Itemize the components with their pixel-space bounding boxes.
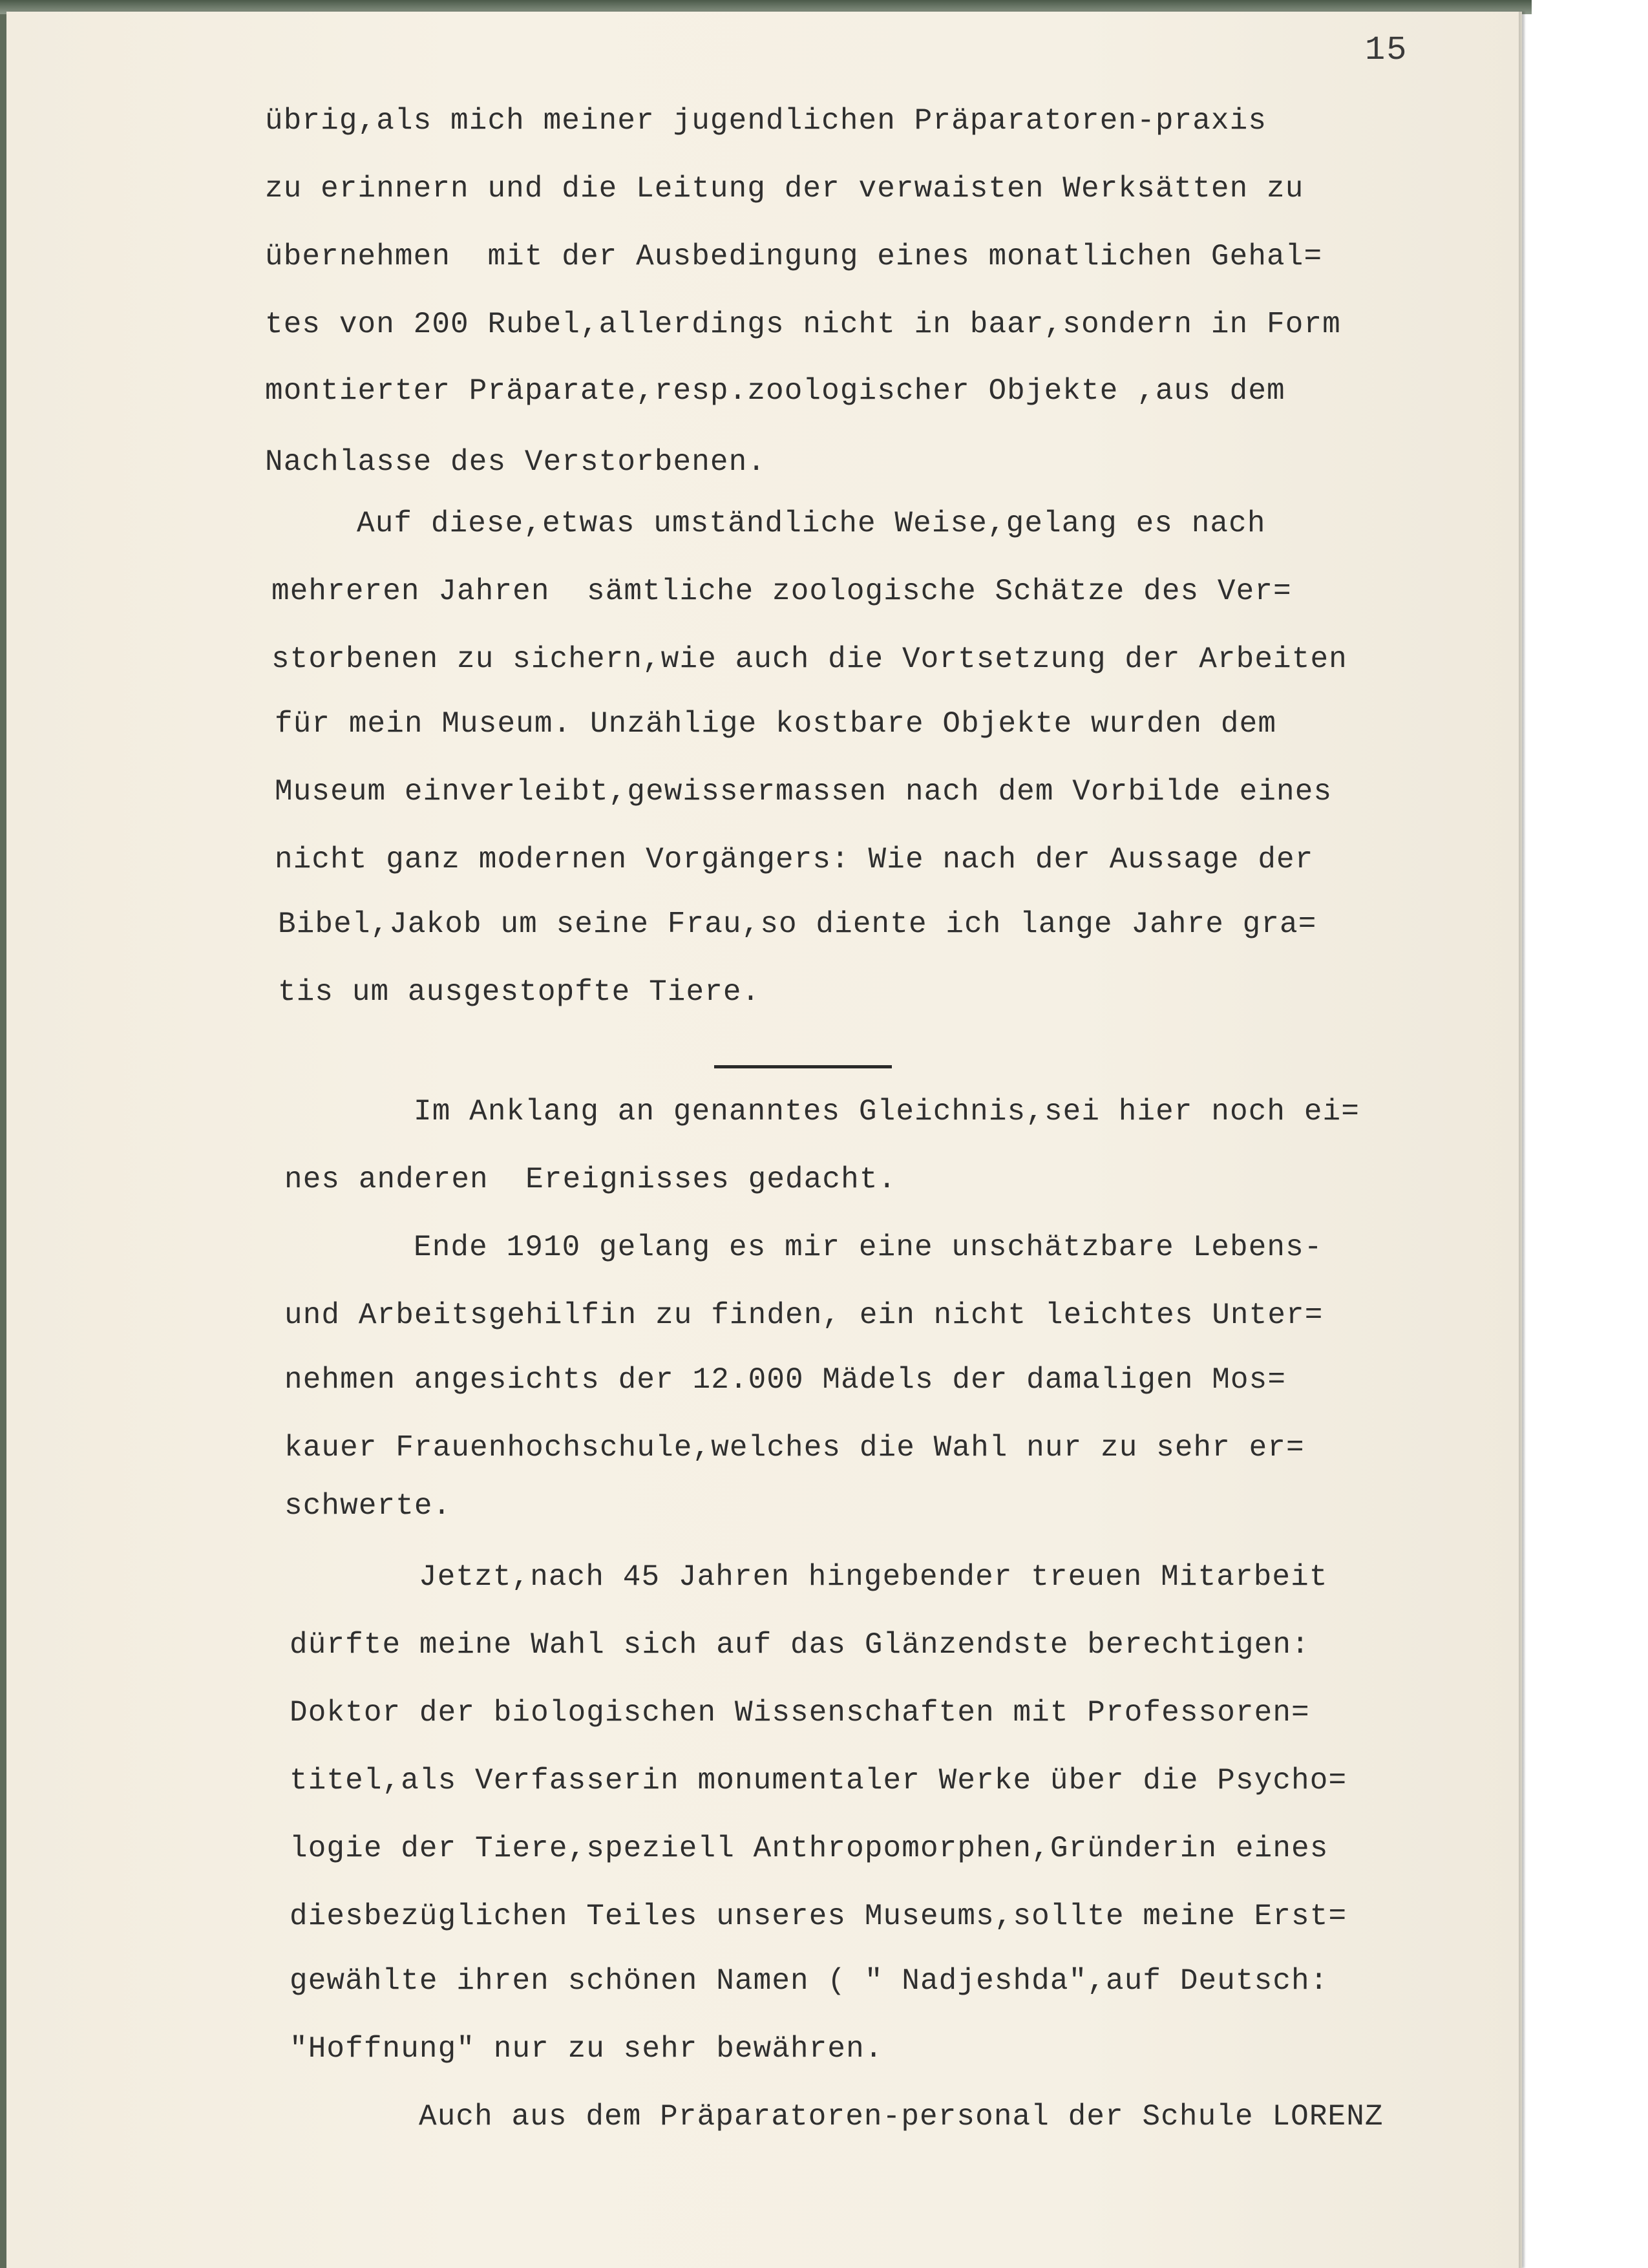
- text-line: gewählte ihren schönen Namen ( " Nadjeshda",auf Deutsch:: [290, 1964, 1329, 1998]
- text-line: Auch aus dem Präparatoren-personal der Schule LORENZ: [419, 2100, 1384, 2134]
- text-line: Doktor der biologischen Wissenschaften mit Professoren=: [290, 1696, 1310, 1730]
- section-divider: [714, 1065, 892, 1068]
- scanner-left-edge: [0, 0, 6, 2268]
- text-line: schwerte.: [284, 1489, 452, 1523]
- text-line: Nachlasse des Verstorbenen.: [265, 445, 766, 479]
- text-line: nes anderen Ereignisses gedacht.: [284, 1163, 897, 1196]
- text-line: mehreren Jahren sämtliche zoologische Schätze des Ver=: [271, 575, 1292, 608]
- text-line: Im Anklang an genanntes Gleichnis,sei hier noch ei=: [414, 1095, 1360, 1129]
- text-line: Auf diese,etwas umständliche Weise,gelang es nach: [357, 507, 1266, 540]
- page-number: 15: [1365, 31, 1408, 69]
- text-line: Bibel,Jakob um seine Frau,so diente ich lange Jahre gra=: [278, 907, 1317, 941]
- text-line: "Hoffnung" nur zu sehr bewähren.: [290, 2032, 883, 2066]
- text-line: titel,als Verfasserin monumentaler Werke über die Psycho=: [290, 1764, 1347, 1797]
- text-line: tis um ausgestopfte Tiere.: [278, 975, 761, 1009]
- text-line: und Arbeitsgehilfin zu finden, ein nicht leichtes Unter=: [284, 1298, 1324, 1332]
- text-line: storbenen zu sichern,wie auch die Vortsetzung der Arbeiten: [271, 642, 1347, 676]
- text-line: diesbezüglichen Teiles unseres Museums,sollte meine Erst=: [290, 1900, 1347, 1933]
- text-line: Museum einverleibt,gewissermassen nach dem Vorbilde eines: [275, 775, 1333, 809]
- text-line: tes von 200 Rubel,allerdings nicht in baar,sondern in Form: [265, 308, 1341, 341]
- text-line: montierter Präparate,resp.zoologischer Objekte ,aus dem: [265, 374, 1285, 408]
- text-line: zu erinnern und die Leitung der verwaisten Werksätten zu: [265, 172, 1304, 206]
- text-line: kauer Frauenhochschule,welches die Wahl nur zu sehr er=: [284, 1431, 1305, 1465]
- text-line: nehmen angesichts der 12.000 Mädels der damaligen Mos=: [284, 1363, 1287, 1397]
- text-line: dürfte meine Wahl sich auf das Glänzendste berechtigen:: [290, 1628, 1310, 1662]
- text-line: logie der Tiere,speziell Anthropomorphen,Gründerin eines: [290, 1832, 1329, 1865]
- text-line: übrig,als mich meiner jugendlichen Präparatoren-praxis: [265, 104, 1267, 138]
- text-line: nicht ganz modernen Vorgängers: Wie nach der Aussage der: [275, 843, 1314, 876]
- text-line: übernehmen mit der Ausbedingung eines monatlichen Gehal=: [265, 240, 1323, 273]
- page-edge-shadow: [1519, 12, 1525, 2268]
- text-line: Ende 1910 gelang es mir eine unschätzbare Lebens-: [414, 1231, 1323, 1264]
- text-line: Jetzt,nach 45 Jahren hingebender treuen Mitarbeit: [419, 1560, 1328, 1594]
- text-line: für mein Museum. Unzählige kostbare Objekte wurden dem: [275, 707, 1277, 741]
